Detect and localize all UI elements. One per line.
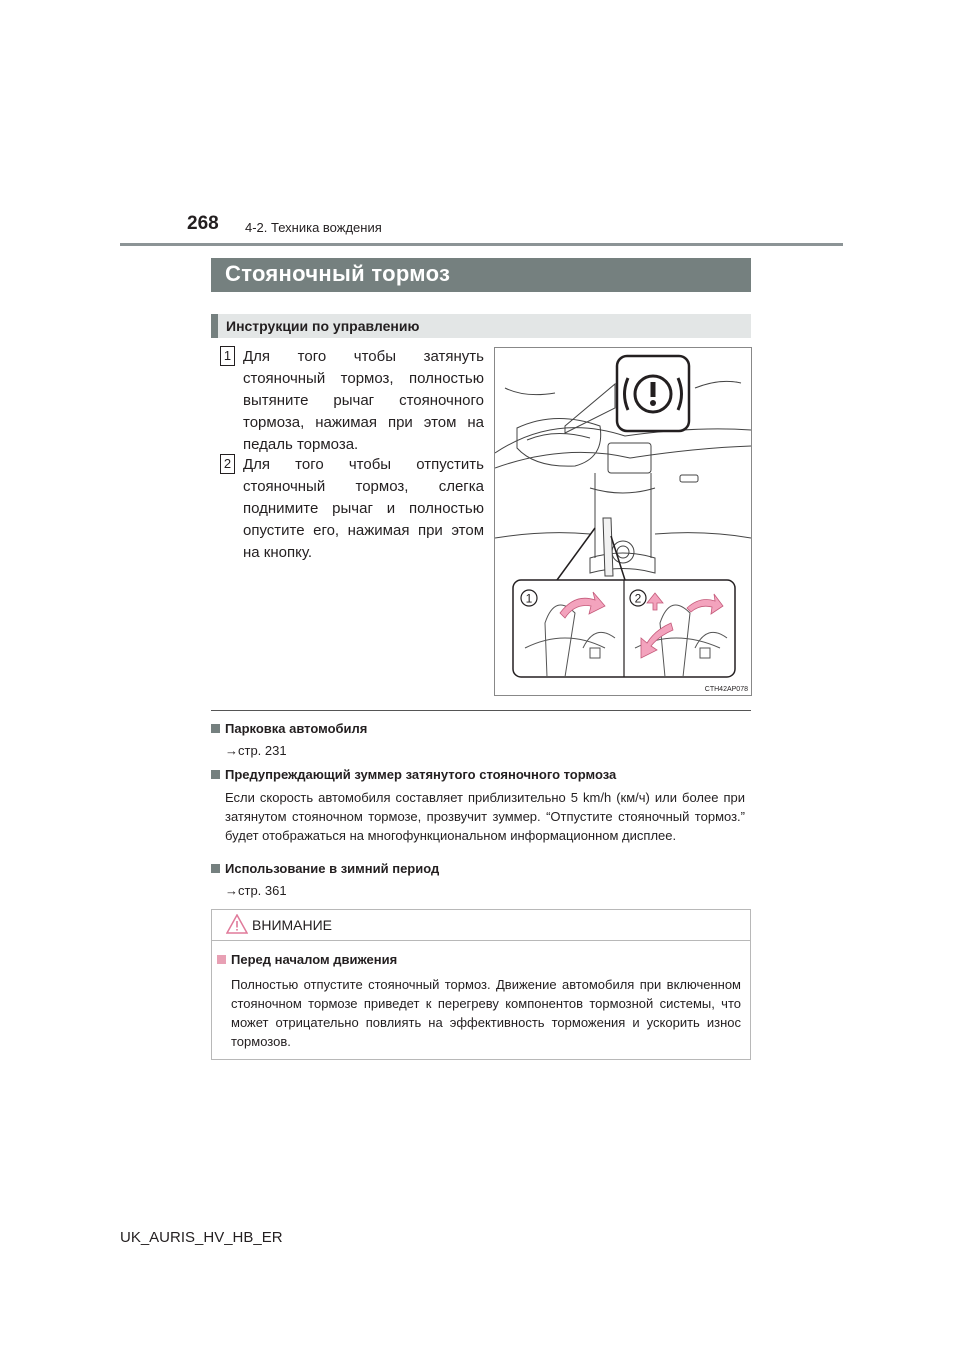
note-heading: Предупреждающий зуммер затянутого стояночного тормоза	[225, 767, 617, 782]
page-number: 268	[187, 213, 219, 234]
page-title: Стояночный тормоз	[225, 261, 451, 286]
separator-line	[211, 710, 751, 711]
callout-1: 1	[525, 591, 533, 606]
page-reference: →стр. 361	[225, 883, 287, 898]
step-1	[220, 346, 485, 456]
warning-triangle-icon	[226, 914, 248, 934]
note-winter	[211, 861, 751, 898]
callout-2: 2	[634, 591, 642, 606]
note-parking	[211, 721, 751, 758]
note-buzzer	[211, 767, 751, 845]
figure-code: CTH42AP078	[704, 686, 748, 693]
caution-header	[212, 910, 750, 941]
subsection-bar	[211, 314, 751, 338]
parking-brake-illustration	[494, 347, 752, 696]
page-reference: →стр. 231	[225, 743, 287, 758]
caution-box	[211, 909, 751, 1060]
note-heading: Парковка автомобиля	[225, 721, 368, 736]
step-number: 2	[220, 454, 235, 474]
step-number: 1	[220, 346, 235, 366]
caution-body: Полностью отпустите стояночный тормоз. Движение автомобиля при включенном стояночном тормозе приведет к перегреву компонентов тормозной системы, что может отрицательно повлиять на эффективность торможения и ускорить износ тормозов.	[231, 977, 741, 1049]
bullet-square	[211, 724, 220, 733]
step-text: Для того чтобы отпустить стояночный тормоз, слегка поднимите рычаг и полностью опустите его, нажимая при этом на кнопку.	[243, 456, 484, 561]
subsection-accent	[211, 314, 218, 338]
section-reference: 4-2. Техника вождения	[245, 220, 382, 235]
step-text: Для того чтобы затянуть стояночный тормоз, полностью вытяните рычаг стояночного тормоза, нажимая при этом на педаль тормоза.	[243, 348, 484, 453]
note-body: Если скорость автомобиля составляет приблизительно 5 km/h (км/ч) или более при затянутом стояночном тормозе, прозвучит зуммер. “Отпустите стояночный тормоз.” будет отображаться на многофункциональном информационном дисплее.	[225, 790, 745, 843]
title-bar	[211, 258, 751, 292]
document-code: UK_AURIS_HV_HB_ER	[120, 1229, 283, 1246]
step-2	[220, 454, 485, 564]
bullet-square	[217, 955, 226, 964]
note-heading: Использование в зимний период	[225, 861, 440, 876]
subsection-title: Инструкции по управлению	[226, 318, 420, 334]
bullet-square	[211, 770, 220, 779]
caution-heading: Перед началом движения	[231, 952, 398, 967]
caution-title: ВНИМАНИЕ	[252, 917, 333, 933]
bullet-square	[211, 864, 220, 873]
dashboard-illustration	[495, 348, 751, 695]
header-rule	[120, 243, 843, 246]
